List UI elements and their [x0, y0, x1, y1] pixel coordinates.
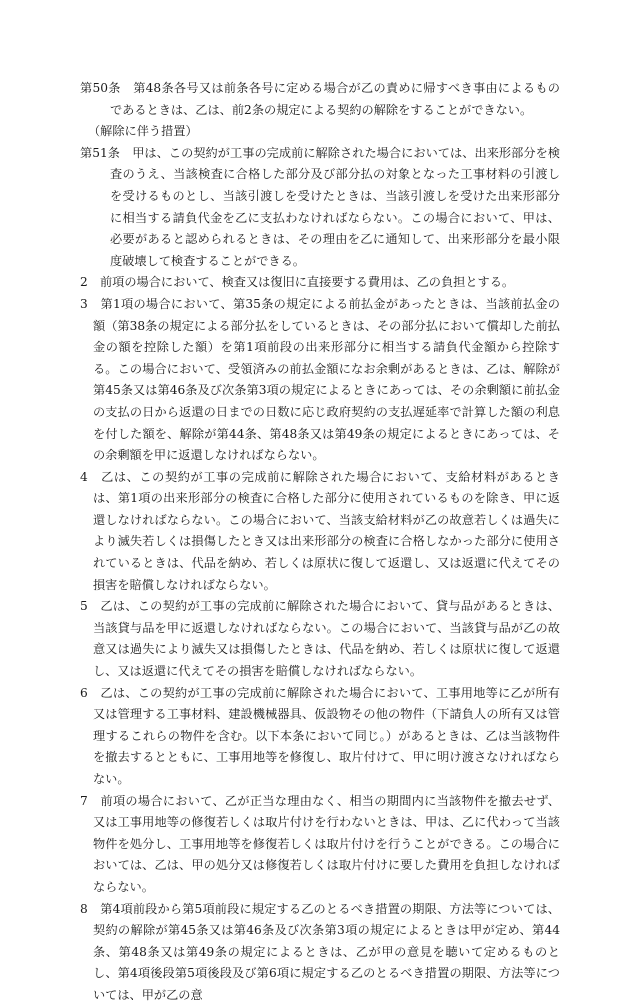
article-51-paragraph-5: 5 乙は、この契約が工事の完成前に解除された場合において、貸与品があるときは、当該貸与品を甲に返還しなければならない。この場合において、当該貸与品が乙の故意又は過失により滅失又は損傷したときは、代品を納め、若しくは原状に復して返還し、又は返還に代えてその損害を賠償しなければならない。 [80, 599, 560, 679]
article-51-paragraph-7: 7 前項の場合において、乙が正当な理由なく、相当の期間内に当該物件を撤去せず、又は工事用地等の修復若しくは取片付けを行わないときは、甲は、乙に代わって当該物件を処分し、工事用地等を修復若しくは取片付けを行うことができる。この場合においては、乙は、甲の処分又は修復若しくは取片付けに要した費用を負担しなければならない。 [80, 793, 560, 894]
article-51-paragraph-4: 4 乙は、この契約が工事の完成前に解除された場合において、支給材料があるときは、第1項の出来形部分の検査に合格した部分に使用されているものを除き、甲に返還しなければならない。この場合において、当該支給材料が乙の故意若しくは過失により滅失若しくは損傷したとき又は出来形部分の検査に合格しなかった部分に使用されているときは、代品を納め、若しくは原状に復して返還し、又は返還に代えてその損害を賠償しなければならない。 [80, 469, 560, 592]
article-51-paragraph-6: 6 乙は、この契約が工事の完成前に解除された場合において、工事用地等に乙が所有又は管理する工事材料、建設機械器具、仮設物その他の物件（下請負人の所有又は管理するこれらの物件を含む。以下本条において同じ。）があるときは、乙は当該物件を撤去するとともに、工事用地等を修復し、取片付けて、甲に明け渡さなければならない。 [80, 685, 560, 786]
article-51-paragraph-8: 8 第4項前段から第5項前段に規定する乙のとるべき措置の期限、方法等については、契約の解除が第45条又は第46条及び次条第3項の規定によるときは甲が定め、第44条、第48条又は第49条の規定によるときは、乙が甲の意見を聴いて定めるものとし、第4項後段第5項後段及び第6項に規定する乙のとるべき措置の期限、方法等については、甲が乙の意 [80, 901, 560, 1002]
article-51-paragraph-2: 2 前項の場合において、検査又は復旧に直接要する費用は、乙の負担とする。 [80, 275, 515, 290]
document-page [80, 78, 560, 1007]
article-51-paragraph-3: 3 第1項の場合において、第35条の規定による前払金があったときは、当該前払金の額（第38条の規定による部分払をしているときは、その部分払において償却した前払金の額を控除した額）を第1項前段の出来形部分に相当する請負代金額から控除する。この場合において、受領済みの前払金額になお余剰があるときは、乙は、解除が第45条又は第46条及び次条第3項の規定によるときにあっては、その余剰額に前払金の支払の日から返還の日までの日数に応じ政府契約の支払遅延率で計算した額の利息を付した額を、解除が第44条、第48条又は第49条の規定によるときにあっては、その余剰額を甲に返還しなければならない。 [80, 296, 560, 463]
article-51: 第51条 甲は、この契約が工事の完成前に解除された場合においては、出来形部分を検査のうえ、当該検査に合格した部分及び部分払の対象となった工事材料の引渡しを受けるものとし、当該引渡しを受けたときは、当該引渡しを受けた出来形部分に相当する請負代金を乙に支払わなければならない。この場合において、甲は、必要があると認められるときは、その理由を乙に通知して、出来形部分を最小限度破壊して検査することができる。 [80, 145, 560, 268]
article-50: 第50条 第48条各号又は前条各号に定める場合が乙の責めに帰すべき事由によるものであるときは、乙は、前2条の規定による契約の解除をすることができない。 [80, 81, 560, 117]
article-51-caption: （解除に伴う措置） [88, 124, 198, 139]
